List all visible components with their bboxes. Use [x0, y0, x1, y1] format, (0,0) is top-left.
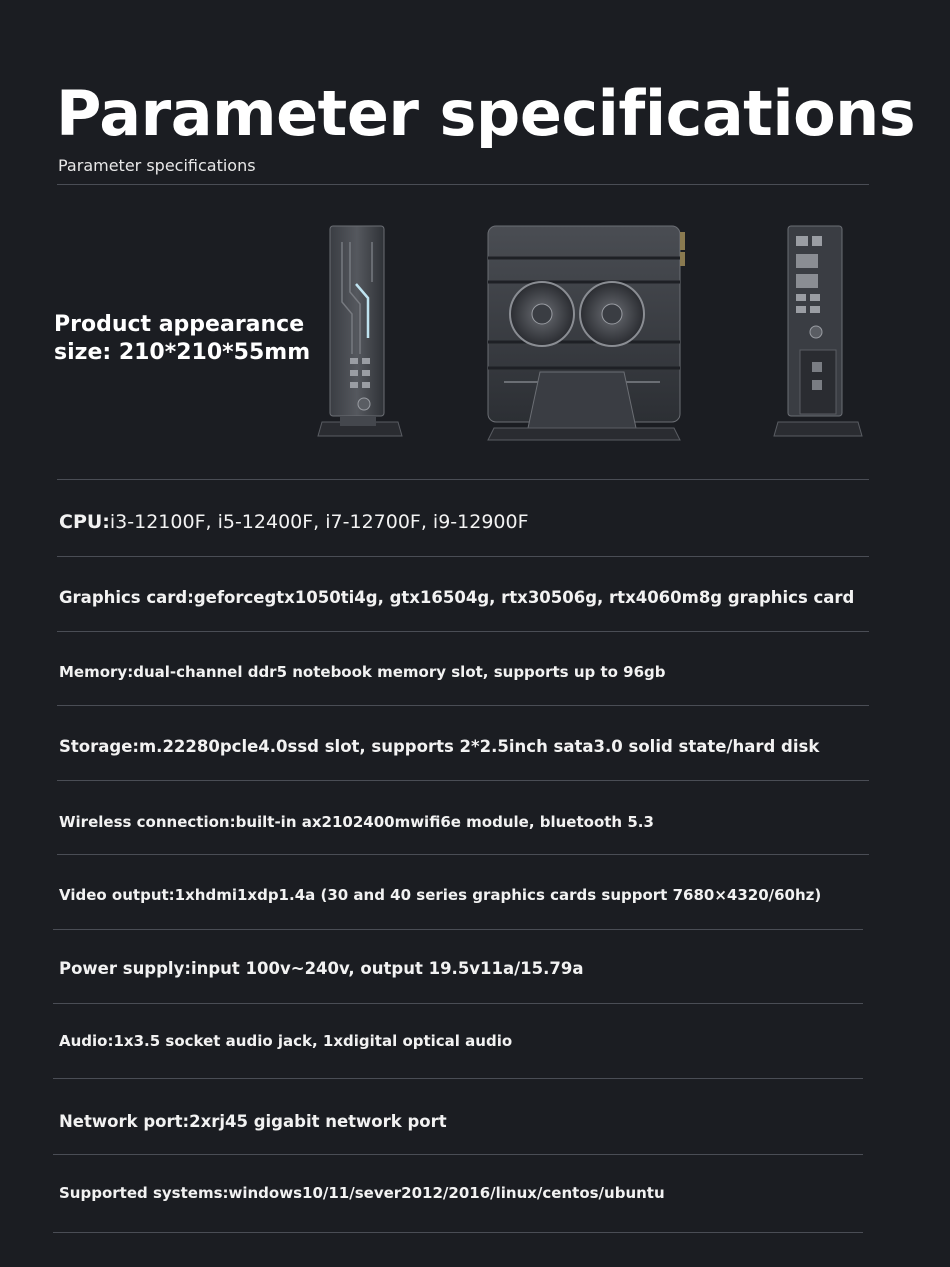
row-divider: [53, 1154, 863, 1155]
spec-value: i3-12100F, i5-12400F, i7-12700F, i9-12900F: [109, 511, 529, 533]
product-appearance: [54, 311, 310, 367]
spec-memory: [59, 658, 890, 686]
row-divider: [53, 929, 863, 930]
spec-label: Supported systems:: [59, 1184, 229, 1202]
spec-label: Audio:: [59, 1032, 114, 1050]
spec-value: m.22280pcle4.0ssd slot, supports 2*2.5inch sata3.0 solid state/hard disk: [138, 736, 820, 756]
spec-value: input 100v~240v, output 19.5v11a/15.79a: [190, 958, 584, 978]
row-divider: [53, 1232, 863, 1233]
row-divider: [57, 705, 869, 706]
row-divider: [53, 1078, 863, 1079]
spec-label: Graphics card:: [59, 587, 194, 607]
spec-video-output: [59, 881, 890, 909]
spec-value: 1x3.5 socket audio jack, 1xdigital optical audio: [113, 1032, 513, 1050]
spec-cpu: [59, 506, 890, 538]
spec-label: Memory:: [59, 663, 134, 681]
page-title: Parameter specifications: [56, 77, 916, 150]
spec-value: dual-channel ddr5 notebook memory slot, supports up to 96gb: [133, 663, 666, 681]
mini-pc-side-fans-icon: [484, 222, 698, 444]
spec-value: built-in ax2102400mwifi6e module, bluetooth 5.3: [235, 813, 654, 831]
appearance-line-2: size: 210*210*55mm: [54, 340, 311, 365]
spec-network-port: [59, 1106, 890, 1136]
spec-graphics-card: [59, 582, 890, 612]
row-divider: [57, 854, 869, 855]
spec-label: CPU:: [59, 511, 110, 533]
spec-value: geforcegtx1050ti4g, gtx16504g, rtx30506g, rtx4060m8g graphics card: [193, 587, 855, 607]
spec-audio: [59, 1027, 890, 1055]
spec-label: Network port:: [59, 1111, 190, 1131]
spec-value: 2xrj45 gigabit network port: [189, 1111, 447, 1131]
spec-wireless: [59, 808, 890, 836]
spec-value: 1xhdmi1xdp1.4a (30 and 40 series graphics cards support 7680×4320/60hz): [174, 886, 822, 904]
appearance-divider: [57, 479, 869, 480]
spec-label: Video output:: [59, 886, 175, 904]
mini-pc-rear-ports-icon: [772, 222, 864, 444]
row-divider: [53, 1003, 863, 1004]
row-divider: [57, 780, 869, 781]
row-divider: [57, 556, 869, 557]
spec-value: windows10/11/sever2012/2016/linux/centos/ubuntu: [228, 1184, 665, 1202]
row-divider: [57, 631, 869, 632]
spec-label: Power supply:: [59, 958, 191, 978]
header-divider: [57, 184, 869, 185]
spec-label: Wireless connection:: [59, 813, 236, 831]
spec-label: Storage:: [59, 736, 139, 756]
appearance-line-1: Product appearance: [54, 312, 305, 337]
mini-pc-front-icon: [316, 222, 404, 444]
spec-supported-systems: [59, 1179, 890, 1207]
spec-power-supply: [59, 953, 890, 983]
spec-storage: [59, 731, 890, 761]
page-subtitle: Parameter specifications: [58, 156, 256, 175]
